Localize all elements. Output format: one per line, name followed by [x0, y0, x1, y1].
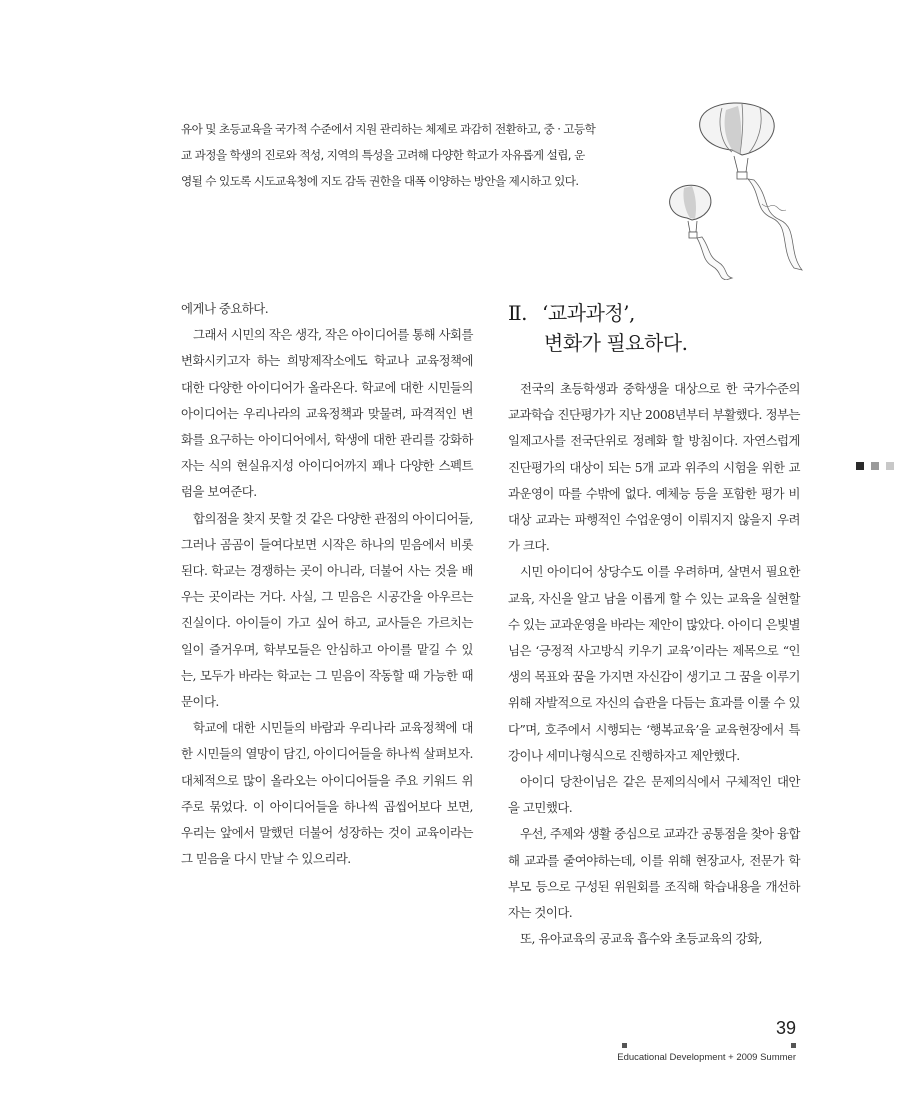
right-text-column: [508, 376, 800, 952]
section-heading: [508, 298, 798, 358]
paragraph: 시민 아이디어 상당수도 이를 우려하며, 살면서 필요한 교육, 자신을 알고 남을 이롭게 할 수 있는 교육을 실현할 수 있는 교과운영을 바라는 제안이 많았다. 아이디 은빛별님은 ‘긍정적 사고방식 키우기 교육’이라는 제목으로 “인생의 목표와 꿈을 가지면 자신감이 생기고 그 꿈을 이루기 위해 자발적으로 자신의 습관을 다듬는 효과를 이룰 수 있다”며, 호주에서 시행되는 ‘행복교육’을 교육현장에서 특강이나 세미나형식으로 진행하자고 제안했다.: [508, 564, 800, 763]
intro-paragraph: [181, 116, 641, 194]
paragraph: 학교에 대한 시민들의 바람과 우리나라 교육정책에 대한 시민들의 열망이 담긴, 아이디어들을 하나씩 살펴보자. 대체적으로 많이 올라오는 아이디어들을 주요 키워드 위주로 묶었다. 이 아이디어들을 하나씩 곱씹어보다 보면, 우리는 앞에서 말했던 더불어 성장하는 것이 교육이라는 그 믿음을 다시 만날 수 있으리라.: [181, 720, 473, 867]
section-title-line2: 변화가 필요하다.: [544, 331, 688, 355]
intro-line: 교 과정을 학생의 진로와 적성, 지역의 특성을 고려해 다양한 학교가 자유롭게 설립, 운: [181, 148, 585, 162]
page-number: 39: [775, 1018, 796, 1038]
section-heading-line1: [508, 298, 798, 328]
paragraph: 합의점을 찾지 못할 것 같은 다양한 관점의 아이디어들, 그러나 곰곰이 들여다보면 시작은 하나의 믿음에서 비롯된다. 학교는 경쟁하는 곳이 아니라, 더불어 사는 것을 배우는 곳이라는 거다. 사실, 그 믿음은 시공간을 아우르는 진실이다. 아이들이 가고 싶어 하고, 교사들은 가르치는 일이 즐거우며, 학부모들은 안심하고 아이를 맡길 수 있는, 모두가 바라는 학교는 그 믿음이 작동할 때 가능한 때문이다.: [181, 510, 473, 710]
footer-square-icon: [622, 1043, 627, 1048]
intro-line: 유아 및 초등교육을 국가적 수준에서 지원 관리하는 체제로 과감히 전환하고, 중 · 고등학: [181, 122, 596, 136]
paragraph: 에게나 중요하다.: [181, 301, 269, 316]
balloons-illustration: [662, 100, 812, 280]
decorative-squares: [856, 462, 894, 470]
square-icon: [886, 462, 894, 470]
footer-text: Educational Development + 2009 Summer: [617, 1052, 796, 1063]
square-icon: [871, 462, 879, 470]
section-number: Ⅱ.: [508, 301, 527, 325]
paragraph: 또, 유아교육의 공교육 흡수와 초등교육의 강화,: [520, 931, 762, 947]
paragraph: 우선, 주제와 생활 중심으로 교과간 공통점을 찾아 융합해 교과를 줄여야하는데, 이를 위해 현장교사, 전문가 학부모 등으로 구성된 위원회를 조직해 학습내용을 개선하자는 것이다.: [508, 826, 800, 921]
paragraph: 아이디 당찬이님은 같은 문제의식에서 구체적인 대안을 고민했다.: [508, 774, 800, 816]
section-title-line1: ‘교과과정’,: [542, 301, 635, 325]
intro-line: 영될 수 있도록 시도교육청에 지도 감독 권한을 대폭 이양하는 방안을 제시하고 있다.: [181, 174, 579, 188]
paragraph: 그래서 시민의 작은 생각, 작은 아이디어를 통해 사회를 변화시키고자 하는 희망제작소에도 학교나 교육정책에 대한 다양한 아이디어가 올라온다. 학교에 대한 시민들의 아이디어는 우리나라의 교육정책과 맞물려, 파격적인 변화를 요구하는 아이디어에서, 학생에 대한 관리를 강화하자는 식의 현실유지성 아이디어까지 꽤나 다양한 스펙트럼을 보여준다.: [181, 327, 473, 500]
square-icon: [856, 462, 864, 470]
left-text-column: [181, 296, 473, 872]
footer-square-icon: [791, 1043, 796, 1048]
paragraph: 전국의 초등학생과 중학생을 대상으로 한 국가수준의 교과학습 진단평가가 지난 2008년부터 부활했다. 정부는 일제고사를 전국단위로 정례화 할 방침이다. 자연스럽게 진단평가의 대상이 되는 5개 교과 위주의 시험을 위한 교과운영이 따를 수밖에 없다. 예체능 등을 포함한 평가 비대상 교과는 파행적인 수업운영이 이뤄지지 않을지 우려가 크다.: [508, 381, 800, 554]
